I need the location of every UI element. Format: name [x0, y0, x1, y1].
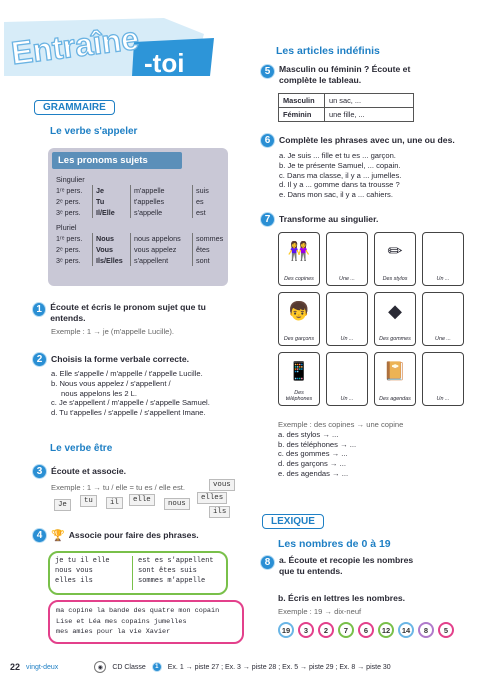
table-cell: une fille, ... [325, 108, 414, 122]
vocab-card [422, 352, 464, 406]
exercise-number: 3 [32, 464, 47, 479]
exercise-example: Exemple : 1 → je (m'appelle Lucille). [51, 327, 175, 336]
complement-line: mes amies pour la vie Xavier [56, 628, 171, 636]
exercise-number: 7 [260, 212, 275, 227]
exercise-item: b. Je te présente Samuel, ... copain. [279, 160, 401, 170]
pronoun-cell-verbe: s'appellent [130, 255, 192, 266]
exercise-item: b. des téléphones → ... [278, 439, 357, 449]
pronoun-cell-verbe: t'appelles [130, 196, 192, 207]
number-bubble: 3 [298, 622, 314, 638]
card-picture-icon: 👦 [287, 301, 311, 321]
vocab-card [326, 292, 368, 346]
card-picture-icon: 📱 [287, 361, 311, 381]
subject-group: nous vous [55, 567, 93, 575]
pronoun-row [56, 233, 228, 244]
exercise-item: a. Je suis ... fille et tu es ... garçon. [279, 151, 396, 160]
exercise-title: Masculin ou féminin ? Écoute et complète le tableau. [279, 64, 411, 85]
pronoun-cell-pers: 2ᵉ pers. [56, 244, 81, 254]
pronoms-title: Les pronoms sujets [52, 152, 182, 169]
pronoun-cell-verbe: s'appelle [130, 207, 192, 218]
pronoun-cell-term: sommes [192, 233, 228, 244]
pronoun-row [56, 185, 228, 196]
word-tile: elles [197, 492, 227, 504]
singulier-label: Singulier [56, 175, 85, 184]
card-label: Des stylos [382, 276, 408, 282]
cd-icon: ◉ [94, 661, 106, 673]
vocab-card [326, 232, 368, 286]
word-tile: vous [209, 479, 235, 491]
table-cell: Masculin [279, 94, 325, 108]
exercise-title: Écoute et écris le pronom sujet que tu entends. [50, 302, 206, 323]
vocab-card [422, 292, 464, 346]
complement-box [48, 600, 244, 644]
exercise-example: Exemple : 1 → tu / elle = tu es / elle est. [51, 483, 186, 492]
vocab-card [326, 352, 368, 406]
pronoms-sujets-box [48, 148, 228, 286]
exercise-item: c. Dans ma classe, il y a ... jumelles. [279, 170, 402, 180]
exercise-4 [32, 528, 242, 543]
exercise-item: d. des garçons → ... [278, 459, 346, 469]
word-tile: Je [54, 499, 71, 511]
card-label: Une ... [435, 336, 451, 342]
exercise-title: Écoute et associe. [51, 466, 126, 476]
verb-group: est es s'appellent [138, 557, 214, 565]
number-bubbles [278, 622, 454, 638]
number-bubble: 12 [378, 622, 394, 638]
exercise-title: a. Écoute et recopie les nombres que tu entends. [279, 555, 414, 576]
trophy-icon: 🏆 [51, 530, 65, 542]
card-label: Des agendas [379, 396, 411, 402]
exercise-7 [260, 212, 378, 227]
singulier-table [56, 185, 228, 218]
pronoun-cell-term: sont [192, 255, 228, 266]
page-number: 22 [10, 662, 21, 672]
pronoun-cell-pers: 1ʳᵉ pers. [56, 233, 83, 243]
nombres-title: Les nombres de 0 à 19 [278, 538, 391, 550]
cd-text: CD Classe [112, 663, 146, 671]
card-label: Des copines [284, 276, 314, 282]
word-tile: elle [129, 494, 155, 506]
exercise-item: e. Dans mon sac, il y a ... cahiers. [279, 190, 393, 200]
exercise-number: 6 [260, 133, 275, 148]
card-picture-icon: ✏ [387, 241, 403, 261]
exercise-item: d. Il y a ... gomme dans ta trousse ? [279, 180, 400, 190]
pronoun-cell-pers: 3ᵉ pers. [56, 207, 81, 217]
table-cell: Féminin [279, 108, 325, 122]
exercise-6 [260, 133, 470, 200]
vocabulary-cards [278, 232, 468, 410]
subject-group: elles ils [55, 577, 93, 585]
card-label: Des téléphones [285, 390, 313, 402]
vocab-card [278, 352, 320, 406]
pronoun-cell-verbe: m'appelle [130, 185, 192, 196]
card-label: Une ... [339, 276, 355, 282]
exercise-title: Associe pour faire des phrases. [68, 530, 199, 540]
exercise-item: a. Elle s'appelle / m'appelle / t'appelle Lucille. [51, 369, 203, 378]
pronoun-cell-term: est [192, 207, 228, 218]
number-bubble: 19 [278, 622, 294, 638]
pronoun-cell-pron: Il/Elle [92, 207, 130, 218]
pronoun-row [56, 207, 228, 218]
pronoun-cell-pers: 1ʳᵉ pers. [56, 185, 83, 195]
exercise-title: Complète les phrases avec un, une ou des. [279, 135, 455, 145]
pronoun-cell-verbe: vous appelez [130, 244, 192, 255]
card-label: Un ... [340, 396, 354, 402]
exercise-2 [32, 352, 242, 418]
cd-number: 1 [152, 662, 162, 672]
card-label: Un ... [340, 336, 354, 342]
card-label: Des garçons [283, 336, 315, 342]
exercise-7-answers [278, 420, 468, 479]
exercise-item: e. des agendas → ... [278, 468, 349, 478]
pluriel-label: Pluriel [56, 222, 77, 232]
banner-title-line2: -toi [144, 48, 185, 78]
pronoun-cell-pron: Nous [92, 233, 130, 244]
number-bubble: 7 [338, 622, 354, 638]
vocab-card [278, 292, 320, 346]
grammaire-label: GRAMMAIRE [34, 97, 115, 115]
card-label: Des gommes [379, 336, 411, 342]
complement-line: ma copine la bande des quatre mon copain [56, 607, 220, 615]
exercise-title: Transforme au singulier. [279, 214, 379, 224]
verb-group: sont êtes suis [138, 567, 197, 575]
exercise-8 [260, 555, 460, 577]
exercise-item: c. Je s'appellent / m'appelle / s'appelle Samuel. [51, 398, 210, 408]
banner-title-line1: Entraîne [9, 19, 141, 72]
card-picture-icon: 📔 [383, 361, 407, 381]
verbe-appeler-title: Le verbe s'appeler [50, 126, 138, 137]
vocab-card [374, 292, 416, 346]
word-tile: tu [80, 495, 97, 507]
footer [0, 656, 480, 678]
vocab-card [374, 352, 416, 406]
entraine-toi-banner [4, 14, 254, 78]
exercise-item: d. Tu t'appelles / s'appelle / s'appellent Imane. [51, 408, 206, 418]
number-bubble: 6 [358, 622, 374, 638]
exercise-number: 5 [260, 64, 275, 79]
card-picture-icon: ◆ [388, 301, 402, 321]
exercise-item: nous appelons les 2 L. [61, 388, 137, 398]
complement-line: Lise et Léa mes copains jumelles [56, 617, 187, 626]
gender-table [278, 93, 414, 122]
card-picture-icon: 👭 [287, 241, 311, 261]
word-tile: nous [164, 498, 190, 510]
pronoun-cell-term: êtes [192, 244, 228, 255]
number-bubble: 2 [318, 622, 334, 638]
word-tile: il [106, 497, 123, 509]
exercise-item: b. Nous vous appelez / s'appellent / [51, 378, 171, 388]
pronoun-row [56, 196, 228, 207]
exercise-item: c. des gommes → ... [278, 449, 348, 459]
pronoun-cell-pron: Vous [92, 244, 130, 255]
exercise-example: Exemple : 19 → dix-neuf [278, 607, 362, 616]
card-label: Un ... [436, 396, 450, 402]
subject-verb-box [48, 551, 228, 595]
pluriel-table [56, 233, 228, 266]
vocab-card [278, 232, 320, 286]
exercise-number: 8 [260, 555, 275, 570]
exercise-example: Exemple : des copines → une copine [278, 420, 404, 429]
articles-title: Les articles indéfinis [276, 45, 380, 57]
number-bubble: 5 [438, 622, 454, 638]
vocab-card [422, 232, 464, 286]
word-tile: ils [209, 506, 230, 518]
pronoun-cell-pron: Je [92, 185, 130, 196]
track-list: Ex. 1 → piste 27 ; Ex. 3 → piste 28 ; Ex. 5 → piste 29 ; Ex. 8 → piste 30 [167, 663, 391, 671]
verb-group: sommes m'appelle [138, 577, 206, 585]
table-cell: un sac, ... [325, 94, 414, 108]
exercise-number: 4 [32, 528, 47, 543]
pronoun-cell-pers: 3ᵉ pers. [56, 255, 81, 265]
pronoun-row [56, 244, 228, 255]
pronoun-cell-verbe: nous appelons [130, 233, 192, 244]
vocab-card [374, 232, 416, 286]
pronoun-row [56, 255, 228, 266]
page-words: vingt-deux [26, 663, 59, 671]
exercise-1 [32, 302, 232, 337]
lexique-label: LEXIQUE [262, 511, 324, 529]
pronoun-cell-pron: Ils/Elles [92, 255, 130, 266]
verbe-etre-title: Le verbe être [50, 443, 113, 454]
exercise-title: Choisis la forme verbale correcte. [51, 354, 190, 364]
number-bubble: 8 [418, 622, 434, 638]
exercise-number: 2 [32, 352, 47, 367]
card-label: Un ... [436, 276, 450, 282]
exercise-number: 1 [32, 302, 46, 317]
exercise-title: b. Écris en lettres les nombres. [278, 593, 406, 603]
exercise-5 [260, 64, 460, 86]
subject-group: je tu il elle [55, 557, 110, 565]
pronoun-cell-term: suis [192, 185, 228, 196]
pronoun-cell-pers: 2ᵉ pers. [56, 196, 81, 206]
pronoun-cell-pron: Tu [92, 196, 130, 207]
number-bubble: 14 [398, 622, 414, 638]
pronoun-cell-term: es [192, 196, 228, 207]
exercise-item: a. des stylos → ... [278, 429, 339, 439]
